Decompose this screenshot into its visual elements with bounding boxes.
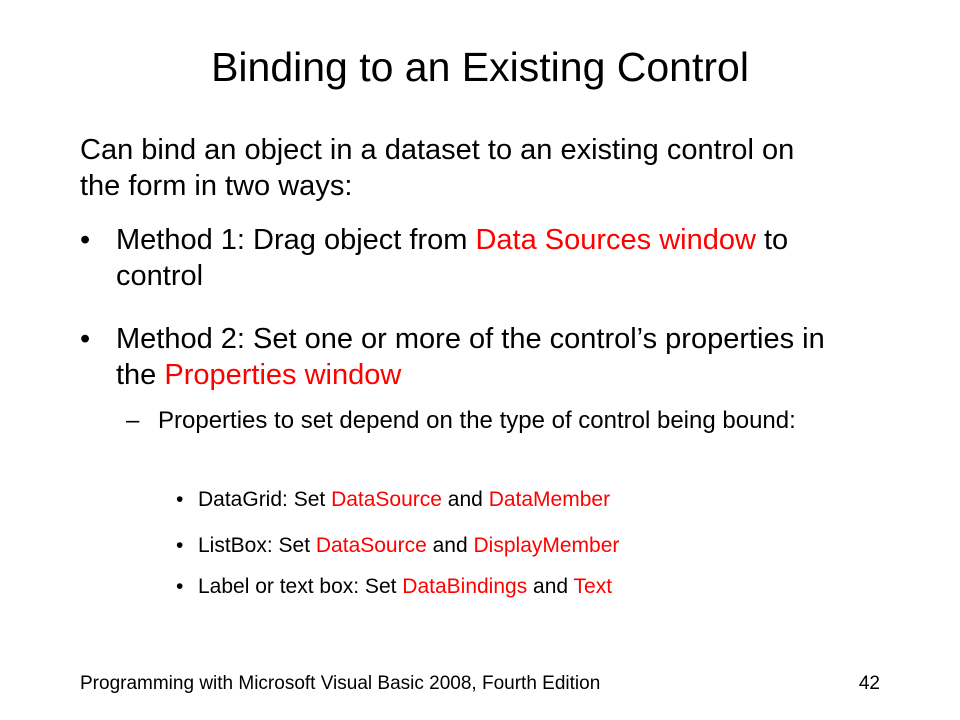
bullet-text xyxy=(198,486,876,514)
bullet-text-part: Method 1: Drag object from xyxy=(116,224,476,256)
bullet-text-part: to control xyxy=(116,224,789,292)
sub-sub-bullet-datagrid xyxy=(176,486,876,514)
bullet-text-part: ListBox: Set xyxy=(198,534,316,557)
bullet-method-1 xyxy=(80,222,860,294)
sub-bullet-properties xyxy=(126,405,856,437)
bullet-text xyxy=(198,532,876,560)
highlight-properties-window: Properties window xyxy=(164,359,402,391)
bullet-text xyxy=(116,321,860,393)
highlight-datasource: DataSource xyxy=(315,534,427,557)
bullet-marker: • xyxy=(80,323,91,355)
bullet-text xyxy=(116,222,860,294)
bullet-text xyxy=(198,573,876,601)
bullet-marker: • xyxy=(176,575,184,598)
bullet-marker: • xyxy=(176,534,184,557)
bullet-method-2 xyxy=(80,321,860,393)
bullet-marker: • xyxy=(80,224,91,256)
bullet-text-part: DataGrid: Set xyxy=(198,488,332,511)
dash-marker: – xyxy=(126,407,140,434)
bullet-text-part: Label or text box: Set xyxy=(198,575,403,598)
bullet-text-part: and xyxy=(426,534,474,557)
highlight-databindings: DataBindings xyxy=(402,575,528,598)
bullet-text-part: Method 2: Set one or more of the control’s properties in the xyxy=(116,323,825,391)
bullet-marker: • xyxy=(176,488,184,511)
sub-sub-bullet-listbox xyxy=(176,532,876,560)
bullet-text-part: and xyxy=(441,488,489,511)
bullet-text-part: and xyxy=(527,575,574,598)
highlight-displaymember: DisplayMember xyxy=(473,534,620,557)
sub-bullet-text: Properties to set depend on the type of control being bound: xyxy=(158,407,796,434)
footer-book-title: Programming with Microsoft Visual Basic 2008, Fourth Edition xyxy=(80,673,601,694)
highlight-data-sources-window: Data Sources window xyxy=(475,224,756,256)
sub-sub-bullet-label xyxy=(176,573,876,601)
intro-text: Can bind an object in a dataset to an existing control on the form in two ways: xyxy=(80,134,795,202)
footer-page-number: 42 xyxy=(858,673,880,694)
slide-title: Binding to an Existing Control xyxy=(211,44,749,90)
highlight-datasource: DataSource xyxy=(331,488,442,511)
highlight-text: Text xyxy=(573,575,613,598)
highlight-datamember: DataMember xyxy=(488,488,611,511)
